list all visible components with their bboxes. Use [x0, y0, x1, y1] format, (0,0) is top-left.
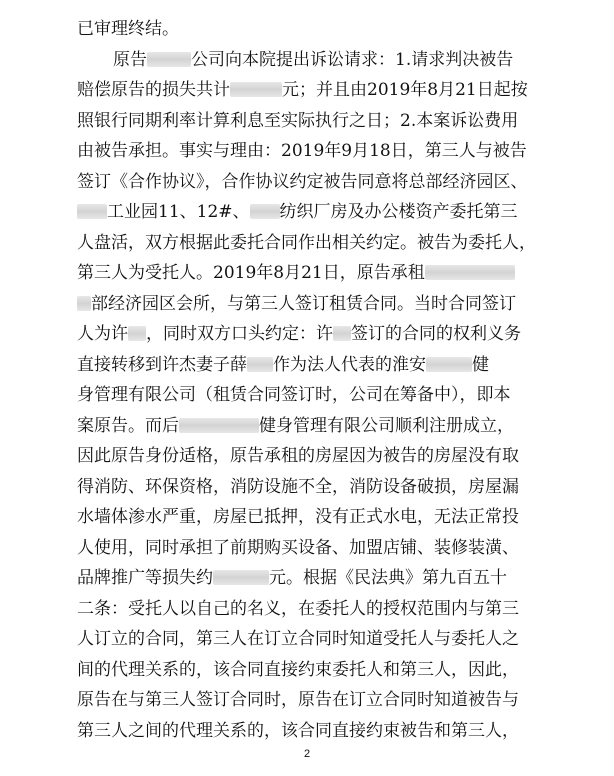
text-line: 人使用，同时承担了前期购买设备、加盟店铺、装修装潢、 [77, 538, 519, 558]
redaction-mark [425, 265, 515, 280]
text-line: 人订立的合同，第三人在订立合同时知道受托人与委托人之 [77, 629, 519, 649]
redaction-mark [213, 570, 269, 585]
text-line: 照银行同期利率计算利息至实际执行之日；2.本案诉讼费用 [77, 111, 519, 131]
redaction-mark [426, 357, 472, 372]
redaction-mark [230, 82, 282, 97]
text-line: 人为许 ，同时双方口头约定：许 签订的合同的权利义务 [77, 324, 521, 344]
page-number: 2 [303, 748, 311, 760]
text-line: 间的代理关系的，该合同直接约束委托人和第三人，因此， [77, 660, 519, 680]
text-line: 第三人之间的代理关系的，该合同直接约束被告和第三人， [77, 721, 519, 741]
redaction-mark [247, 357, 273, 372]
text-line: 得消防、环保资格，消防设施不全，消防设备破损，房屋漏 [77, 477, 519, 497]
text-line: 原告 公司向本院提出诉讼请求：1.请求判决被告 [113, 50, 514, 70]
text-line: 工业园11、12#、 纺织厂房及办公楼资产委托第三 [77, 197, 547, 227]
text-line: 签订《合作协议》，合作协议约定被告同意将总部经济园区、 [77, 172, 528, 192]
text-line: 二条：受托人以自己的名义，在委托人的授权范围内与第三 [77, 599, 519, 619]
text-line: 部经济园区会所，与第三人签订租赁合同。当时合同签订 [77, 289, 547, 319]
redaction-mark [77, 296, 91, 311]
redaction-mark [128, 326, 146, 341]
redaction-mark [147, 52, 191, 67]
text-line: 案原告。而后 健身管理有限公司顺利注册成立， [77, 416, 514, 436]
redaction-mark [77, 204, 107, 219]
text-line: 因此原告身份适格，原告承租的房屋因为被告的房屋没有取 [77, 446, 519, 466]
text-line: 身管理有限公司（租赁合同签订时，公司在筹备中），即本 [77, 385, 511, 405]
text-line: 已审理终结。 [77, 19, 179, 39]
text-line: 赔偿原告的损失共计 元；并且由2019年8月21日起按 [77, 80, 528, 100]
redaction-mark [250, 204, 280, 219]
text-line: 品牌推广等损失约 元。根据《民法典》第九百五十 [77, 568, 507, 588]
redaction-mark [333, 326, 351, 341]
text-line: 由被告承担。事实与理由：2019年9月18日，第三人与被告 [77, 141, 527, 161]
text-line: 原告在与第三人签订合同时，原告在订立合同时知道被告与 [77, 690, 519, 710]
text-line: 水墙体渗水严重，房屋已抵押，没有正式水电，无法正常投 [77, 507, 519, 527]
redaction-mark [179, 418, 259, 433]
text-line: 直接转移到许杰妻子薛 作为法人代表的淮安 健 [77, 355, 489, 375]
text-line: 第三人为受托人。2019年8月21日，原告承租 [77, 258, 547, 288]
text-line: 人盘活，双方根据此委托合同作出相关约定。被告为委托人， [77, 233, 536, 253]
